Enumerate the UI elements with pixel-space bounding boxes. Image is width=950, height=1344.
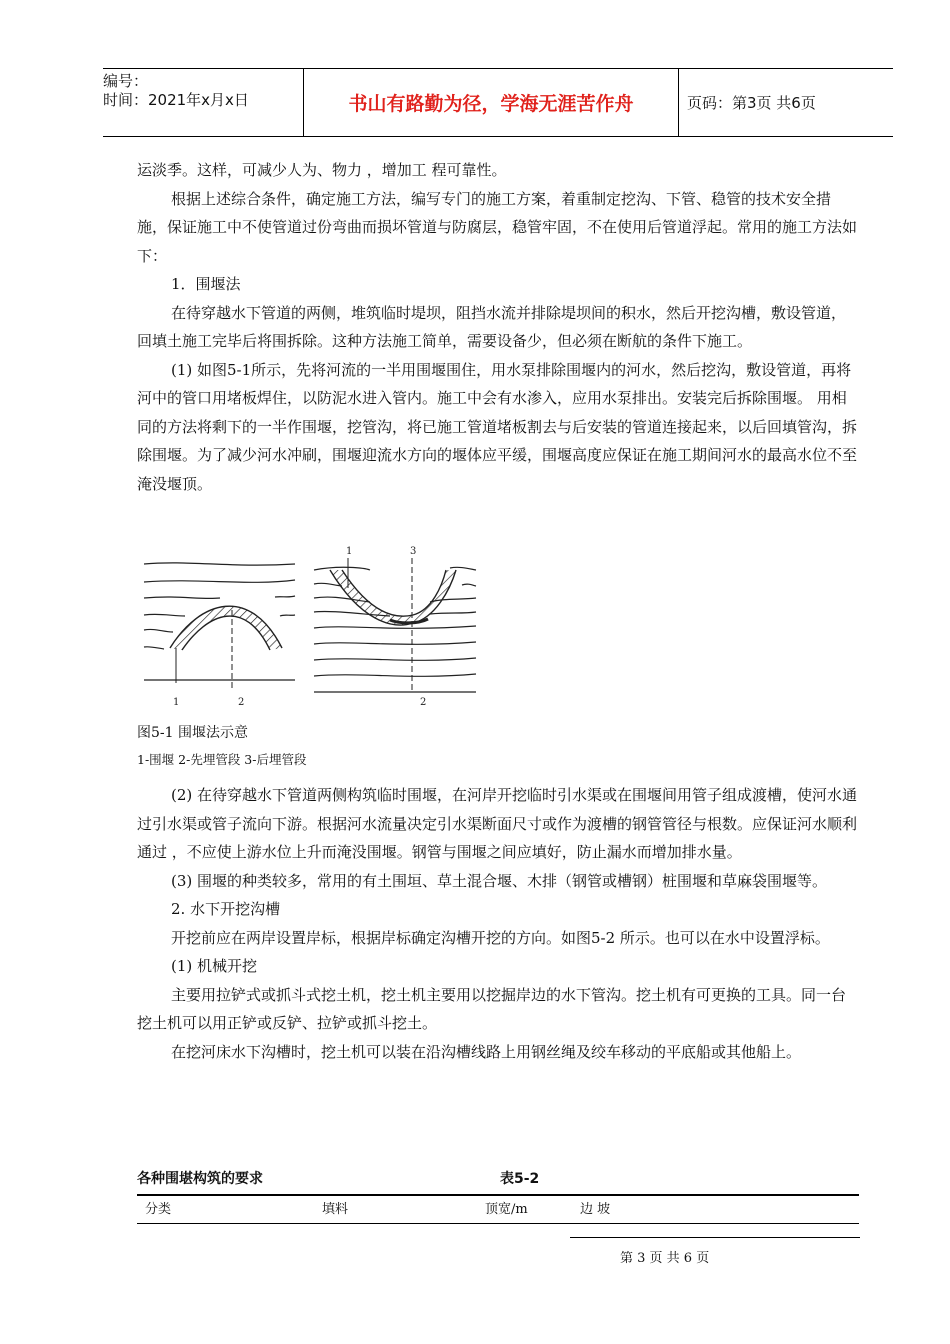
table-top-rule xyxy=(137,1194,859,1196)
cofferdam-diagram xyxy=(130,540,500,710)
figure-labels xyxy=(173,546,426,708)
label-1-left: 1 xyxy=(173,697,180,708)
paragraph: 运淡季。这样，可减少人为、物力 ，增加工 程可靠性。 xyxy=(137,161,507,179)
table-header-slope: 边 坡 xyxy=(580,1202,611,1217)
right-panel xyxy=(314,558,476,692)
footer-rule xyxy=(570,1237,860,1238)
figure-caption: 图5-1 围堰法示意 xyxy=(137,725,248,741)
section-heading: 1．围堰法 xyxy=(171,275,241,293)
section-heading: 2. 水下开挖沟槽 xyxy=(171,900,281,918)
paragraph: 在挖河床水下沟槽时，挖土机可以装在沿沟槽线路上用钢丝绳及绞车移动的平底船或其他船上。 xyxy=(171,1042,802,1061)
document-number-label: 编号： xyxy=(103,72,149,90)
page-header xyxy=(103,68,893,137)
body-text-top xyxy=(137,156,859,498)
paragraph: 根据上述综合条件，确定施工方法，编写专门的施工方案，着重制定挖沟、下管、稳管的技术安全措施，保证施工中不使管道过份弯曲而损坏管道与防腐层，稳管牢固，不在使用后管道浮起。常用的施工方法如下： xyxy=(137,189,858,265)
label-1-right: 1 xyxy=(346,546,353,557)
label-2-right: 2 xyxy=(420,697,427,708)
label-2-left: 2 xyxy=(238,697,245,708)
header-page-number: 页码：第3页 共6页 xyxy=(687,94,816,112)
page-footer: 第 3 页 共 6 页 xyxy=(620,1251,710,1266)
paragraph: 主要用拉铲式或抓斗式挖土机，挖土机主要用以挖掘岸边的水下管沟。挖土机有可更换的工具。同一台挖土机可以用正铲或反铲、拉铲或抓斗挖土。 xyxy=(137,985,847,1032)
table-number: 表5-2 xyxy=(500,1171,540,1187)
table-title: 各种围堪构筑的要求 xyxy=(137,1171,263,1187)
subsection-heading: (1) 机械开挖 xyxy=(171,957,258,975)
table-header-rule xyxy=(137,1223,859,1224)
table-header-fill: 填料 xyxy=(322,1202,349,1217)
header-motto: 书山有路勤为径，学海无涯苦作舟 xyxy=(348,93,634,115)
body-text-bottom xyxy=(137,781,859,1066)
paragraph: (1) 如图5-1所示，先将河流的一半用围堰围住，用水泵排除围堰内的河水，然后挖沟，敷设管道，再将河中的管口用堵板焊住，以防泥水进入管内。施工中会有水渗入，应用水泵排出。安装完后拆除围堰。 用相同的方法将剩下的一半作围堰，挖管沟，将已施工管道堵板割去与后安装的管道连接起来，以后回填管沟，拆除围堰。为了减少河水冲刷，围堰迎流水方向的堰体应平缓，围堰高度应保证在施工期间河水的最高水位不至淹没堰顶。 xyxy=(137,360,858,493)
document-time-label: 时间：2021年x月x日 xyxy=(103,91,249,109)
table-header-category: 分类 xyxy=(145,1202,172,1217)
header-meta xyxy=(103,69,303,139)
figure-legend: 1-围堰 2-先埋管段 3-后埋管段 xyxy=(137,752,307,767)
left-panel xyxy=(144,563,295,690)
paragraph: (2) 在待穿越水下管道两侧构筑临时围堰，在河岸开挖临时引水渠或在围堰间用管子组成渡槽，使河水通过引水渠或管子流向下游。根据河水流量决定引水渠断面尺寸或作为渡槽的钢管管径与根数。应保证河水顺利通过 ，不应使上游水位上升而淹没围堰。钢管与围堰之间应填好，防止漏水而增加排水量。 xyxy=(137,786,858,861)
label-3-right: 3 xyxy=(410,546,417,557)
paragraph: 开挖前应在两岸设置岸标，根据岸标确定沟槽开挖的方向。如图5-2 所示。也可以在水中设置浮标。 xyxy=(171,928,830,947)
table-header-top-width: 顶宽/m xyxy=(485,1202,528,1217)
paragraph: (3) 围堰的种类较多，常用的有土围垣、草土混合堰、木排（钢管或槽钢）桩围堰和草麻袋围堰等。 xyxy=(171,871,828,890)
paragraph: 在待穿越水下管道的两侧，堆筑临时堤坝，阻挡水流并排除堤坝间的积水，然后开挖沟槽，敷设管道，回填土施工完毕后将围拆除。这种方法施工简单，需要设备少，但必须在断航的条件下施工。 xyxy=(137,303,847,350)
header-motto-cell xyxy=(303,69,679,136)
